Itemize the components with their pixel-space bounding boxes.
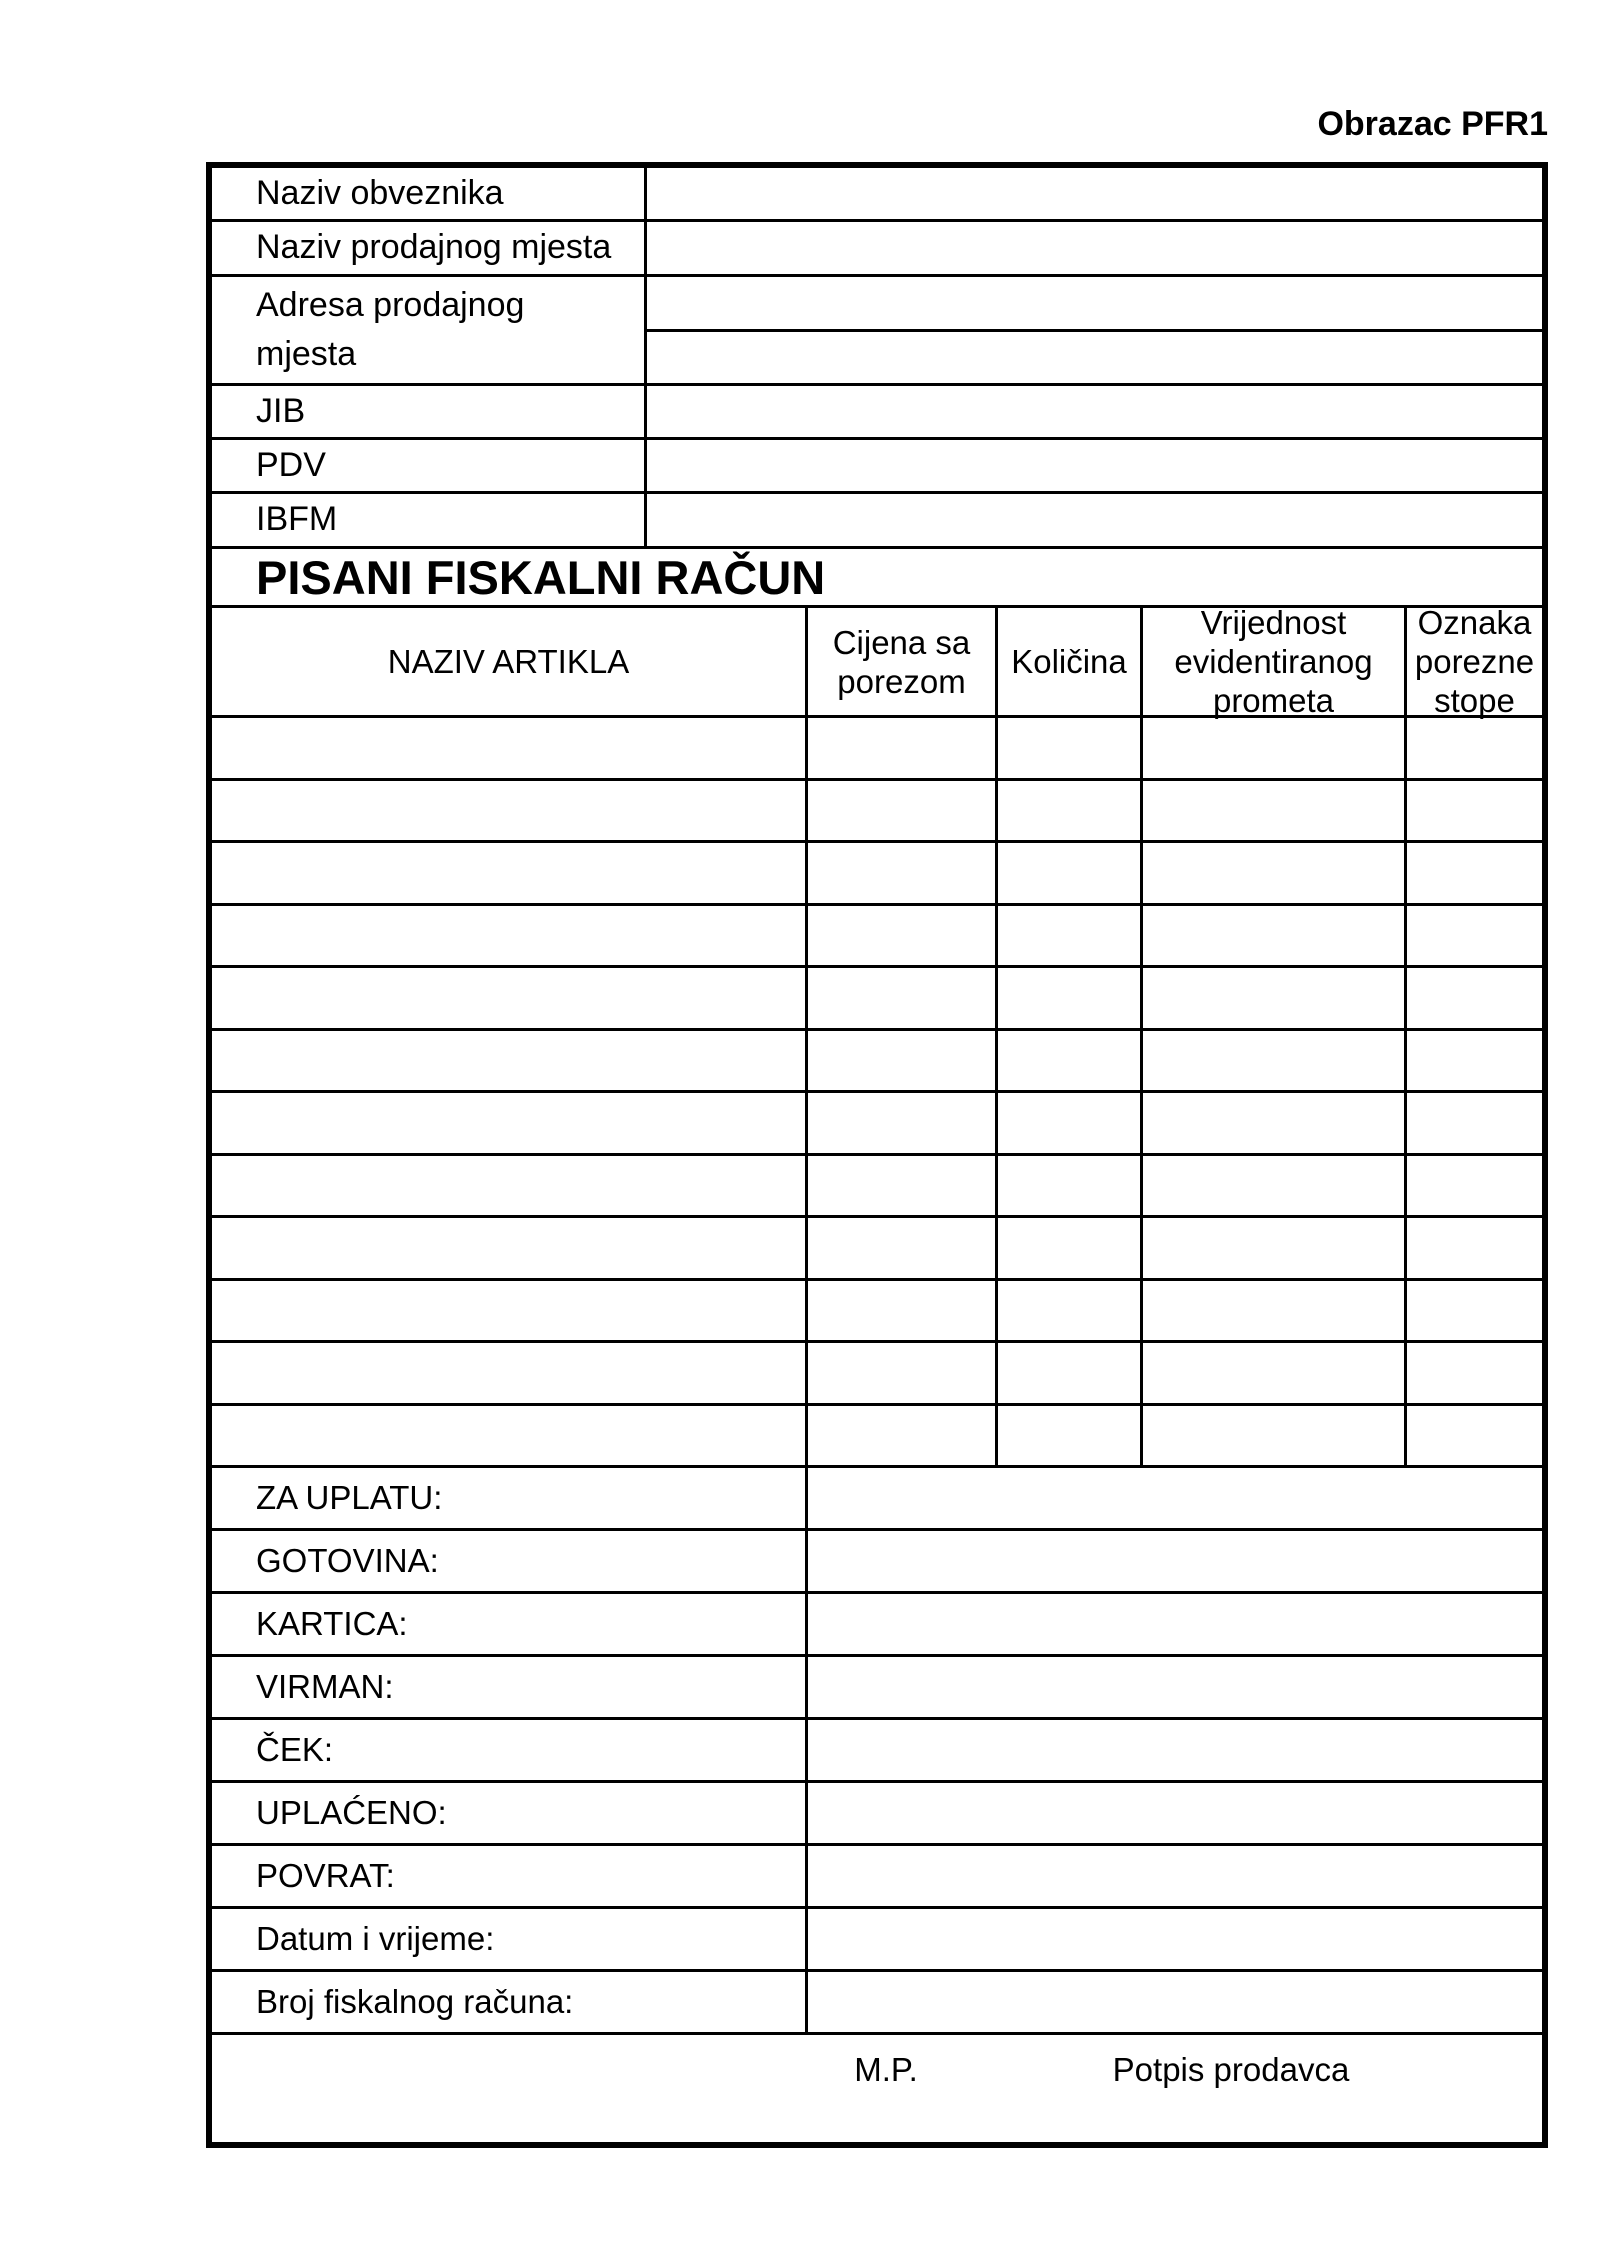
payment-row-uplaceno bbox=[212, 1783, 1542, 1846]
item-cell-vrijednost bbox=[1143, 906, 1407, 966]
item-row bbox=[212, 1093, 1542, 1156]
item-cell-cijena-sa-porezom bbox=[808, 1343, 998, 1403]
field-label-text: Adresa prodajnog mjesta bbox=[256, 285, 525, 373]
item-cell-kolicina bbox=[998, 1031, 1143, 1091]
payment-value-cek bbox=[808, 1720, 1542, 1780]
item-cell-kolicina bbox=[998, 1218, 1143, 1278]
item-cell-cijena-sa-porezom bbox=[808, 968, 998, 1028]
payment-row-virman bbox=[212, 1657, 1542, 1720]
field-row-naziv-obveznika bbox=[212, 168, 1542, 222]
item-row bbox=[212, 1031, 1542, 1094]
field-label-adresa-prodajnog-mjesta bbox=[212, 277, 647, 383]
payment-value-broj-fiskalnog-racuna bbox=[808, 1972, 1542, 2032]
item-cell-oznaka-porezne-stope bbox=[1407, 718, 1542, 778]
payment-label-za-uplatu: ZA UPLATU: bbox=[212, 1468, 808, 1528]
item-row bbox=[212, 1156, 1542, 1219]
item-cell-vrijednost bbox=[1143, 781, 1407, 841]
item-cell-kolicina bbox=[998, 1281, 1143, 1341]
item-cell-naziv-artikla bbox=[212, 1156, 808, 1216]
payment-value-gotovina bbox=[808, 1531, 1542, 1591]
item-cell-cijena-sa-porezom bbox=[808, 1156, 998, 1216]
payment-value-uplaceno bbox=[808, 1783, 1542, 1843]
field-row-ibfm bbox=[212, 494, 1542, 549]
payment-value-za-uplatu bbox=[808, 1468, 1542, 1528]
item-cell-vrijednost bbox=[1143, 843, 1407, 903]
item-row bbox=[212, 718, 1542, 781]
item-cell-oznaka-porezne-stope bbox=[1407, 1031, 1542, 1091]
item-cell-kolicina bbox=[998, 781, 1143, 841]
payment-label-datum-i-vrijeme: Datum i vrijeme: bbox=[212, 1909, 808, 1969]
item-cell-cijena-sa-porezom bbox=[808, 1281, 998, 1341]
payment-row-datum-i-vrijeme bbox=[212, 1909, 1542, 1972]
item-cell-naziv-artikla bbox=[212, 781, 808, 841]
item-row bbox=[212, 1281, 1542, 1344]
field-row-pdv bbox=[212, 440, 1542, 494]
payment-label-povrat: POVRAT: bbox=[212, 1846, 808, 1906]
payment-label-virman: VIRMAN: bbox=[212, 1657, 808, 1717]
item-cell-oznaka-porezne-stope bbox=[1407, 1218, 1542, 1278]
payment-label-uplaceno: UPLAĆENO: bbox=[212, 1783, 808, 1843]
payment-row-povrat bbox=[212, 1846, 1542, 1909]
field-label-naziv-obveznika: Naziv obveznika bbox=[212, 168, 647, 219]
item-cell-vrijednost bbox=[1143, 1343, 1407, 1403]
payment-label-cek: ČEK: bbox=[212, 1720, 808, 1780]
item-cell-oznaka-porezne-stope bbox=[1407, 843, 1542, 903]
item-cell-naziv-artikla bbox=[212, 843, 808, 903]
payment-row-za-uplatu bbox=[212, 1468, 1542, 1531]
column-header-vrijednost: Vrijednost evidentiranog prometa bbox=[1143, 608, 1407, 715]
item-cell-cijena-sa-porezom bbox=[808, 1218, 998, 1278]
payment-value-povrat bbox=[808, 1846, 1542, 1906]
item-cell-vrijednost bbox=[1143, 1031, 1407, 1091]
field-label-naziv-prodajnog-mjesta: Naziv prodajnog mjesta bbox=[212, 222, 647, 274]
item-row bbox=[212, 1406, 1542, 1469]
item-cell-naziv-artikla bbox=[212, 968, 808, 1028]
item-cell-naziv-artikla bbox=[212, 1031, 808, 1091]
item-cell-naziv-artikla bbox=[212, 1218, 808, 1278]
item-cell-oznaka-porezne-stope bbox=[1407, 1093, 1542, 1153]
item-cell-oznaka-porezne-stope bbox=[1407, 1406, 1542, 1466]
items-table-body bbox=[212, 718, 1542, 1468]
form-code-label: Obrazac PFR1 bbox=[1317, 105, 1548, 143]
payment-row-kartica bbox=[212, 1594, 1542, 1657]
field-row-adresa-prodajnog-mjesta bbox=[212, 277, 1542, 386]
item-cell-oznaka-porezne-stope bbox=[1407, 1281, 1542, 1341]
column-header-oznaka-porezne-stope: Oznaka porezne stope bbox=[1414, 604, 1535, 719]
item-cell-vrijednost bbox=[1143, 1218, 1407, 1278]
seller-signature-label: Potpis prodavca bbox=[1112, 2051, 1350, 2088]
field-values-adresa bbox=[647, 277, 1542, 383]
item-cell-vrijednost bbox=[1143, 1156, 1407, 1216]
payment-value-kartica bbox=[808, 1594, 1542, 1654]
item-cell-oznaka-porezne-stope bbox=[1407, 1343, 1542, 1403]
item-cell-oznaka-porezne-stope bbox=[1407, 781, 1542, 841]
payment-label-broj-fiskalnog-racuna: Broj fiskalnog računa: bbox=[212, 1972, 808, 2032]
item-row bbox=[212, 968, 1542, 1031]
payment-value-datum-i-vrijeme bbox=[808, 1909, 1542, 1969]
items-table-header bbox=[212, 604, 1542, 719]
field-value-naziv-prodajnog-mjesta bbox=[647, 222, 1542, 274]
item-cell-kolicina bbox=[998, 906, 1143, 966]
item-cell-cijena-sa-porezom bbox=[808, 718, 998, 778]
item-cell-vrijednost bbox=[1143, 1281, 1407, 1341]
item-row bbox=[212, 1218, 1542, 1281]
field-label-pdv: PDV bbox=[212, 440, 647, 491]
payment-label-gotovina: GOTOVINA: bbox=[212, 1531, 808, 1591]
column-header-kolicina: Količina bbox=[998, 608, 1143, 715]
item-cell-vrijednost bbox=[1143, 718, 1407, 778]
payment-row-cek bbox=[212, 1720, 1542, 1783]
field-value-pdv bbox=[647, 440, 1542, 491]
item-cell-kolicina bbox=[998, 1343, 1143, 1403]
item-row bbox=[212, 781, 1542, 844]
field-row-jib bbox=[212, 386, 1542, 440]
item-cell-cijena-sa-porezom bbox=[808, 781, 998, 841]
item-cell-oznaka-porezne-stope bbox=[1407, 906, 1542, 966]
payment-row-broj-fiskalnog-racuna bbox=[212, 1972, 1542, 2035]
field-value-jib bbox=[647, 386, 1542, 437]
item-cell-kolicina bbox=[998, 1156, 1143, 1216]
item-cell-cijena-sa-porezom bbox=[808, 906, 998, 966]
column-header-naziv-artikla: NAZIV ARTIKLA bbox=[212, 608, 808, 715]
item-cell-naziv-artikla bbox=[212, 718, 808, 778]
item-cell-kolicina bbox=[998, 718, 1143, 778]
stamp-placeholder-label: M.P. bbox=[854, 2051, 918, 2088]
column-header-cijena-sa-porezom: Cijena sa porezom bbox=[808, 608, 998, 715]
item-cell-oznaka-porezne-stope bbox=[1407, 1156, 1542, 1216]
item-cell-naziv-artikla bbox=[212, 1406, 808, 1466]
payment-value-virman bbox=[808, 1657, 1542, 1717]
item-row bbox=[212, 906, 1542, 969]
field-value-naziv-obveznika bbox=[647, 168, 1542, 219]
field-label-ibfm: IBFM bbox=[212, 494, 647, 546]
stamp-signature-area bbox=[212, 2035, 1542, 2142]
payment-row-gotovina bbox=[212, 1531, 1542, 1594]
form-title: PISANI FISKALNI RAČUN bbox=[212, 549, 1542, 608]
item-cell-kolicina bbox=[998, 843, 1143, 903]
item-cell-cijena-sa-porezom bbox=[808, 1031, 998, 1091]
field-label-jib: JIB bbox=[212, 386, 647, 437]
field-value-ibfm bbox=[647, 494, 1542, 546]
item-cell-vrijednost bbox=[1143, 1406, 1407, 1466]
item-cell-cijena-sa-porezom bbox=[808, 1093, 998, 1153]
item-cell-cijena-sa-porezom bbox=[808, 843, 998, 903]
field-row-naziv-prodajnog-mjesta bbox=[212, 222, 1542, 277]
item-row bbox=[212, 843, 1542, 906]
item-cell-naziv-artikla bbox=[212, 906, 808, 966]
item-cell-naziv-artikla bbox=[212, 1281, 808, 1341]
item-cell-kolicina bbox=[998, 1093, 1143, 1153]
item-row bbox=[212, 1343, 1542, 1406]
item-cell-kolicina bbox=[998, 1406, 1143, 1466]
field-value-adresa-line1 bbox=[647, 277, 1542, 332]
item-cell-vrijednost bbox=[1143, 968, 1407, 1028]
item-cell-cijena-sa-porezom bbox=[808, 1406, 998, 1466]
fiscal-receipt-form bbox=[206, 162, 1548, 2148]
field-value-adresa-line2 bbox=[647, 332, 1542, 383]
item-cell-naziv-artikla bbox=[212, 1093, 808, 1153]
item-cell-oznaka-porezne-stope bbox=[1407, 968, 1542, 1028]
item-cell-vrijednost bbox=[1143, 1093, 1407, 1153]
item-cell-kolicina bbox=[998, 968, 1143, 1028]
payment-label-kartica: KARTICA: bbox=[212, 1594, 808, 1654]
item-cell-naziv-artikla bbox=[212, 1343, 808, 1403]
